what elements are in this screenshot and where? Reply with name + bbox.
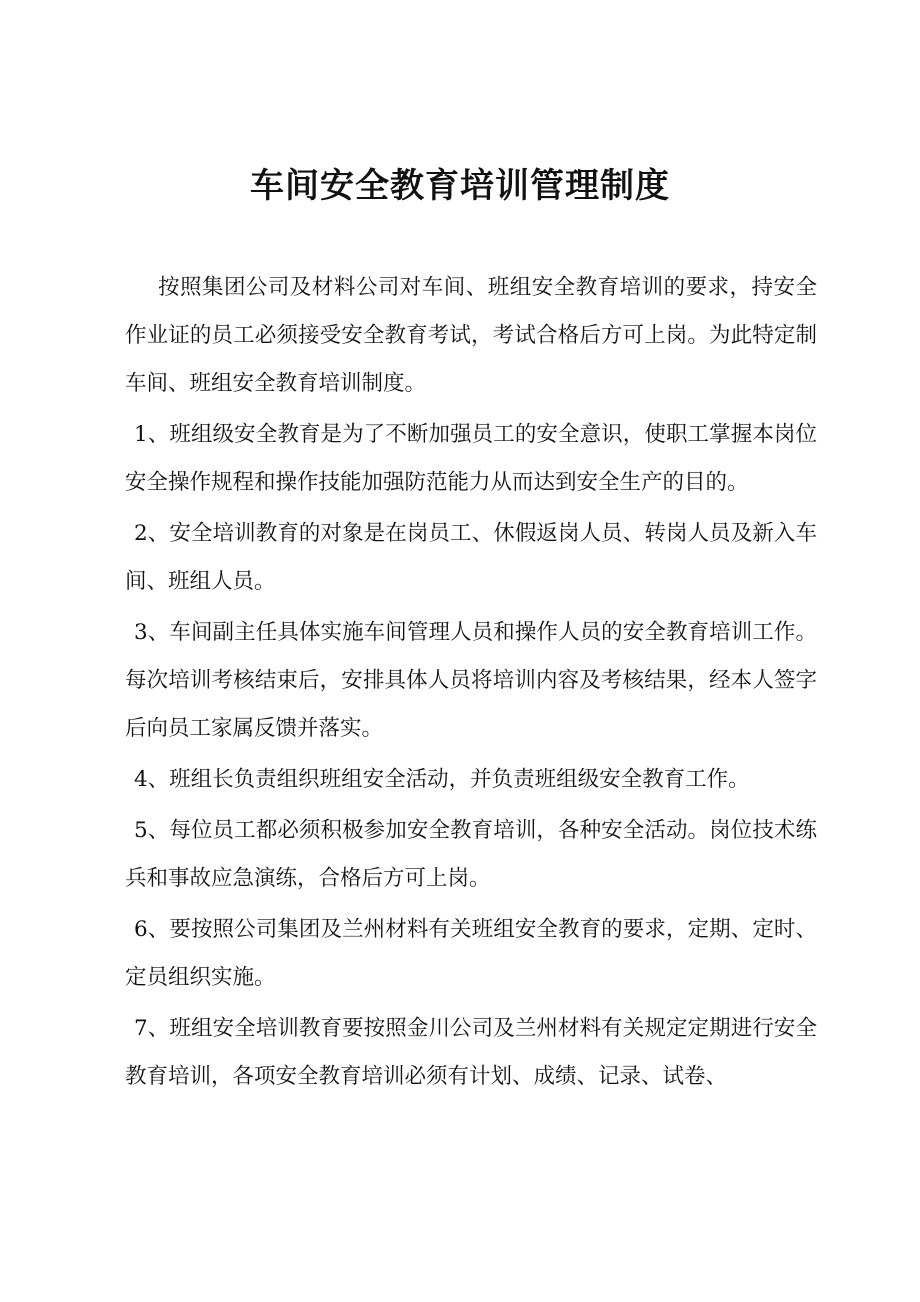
document-body (125, 264, 817, 1104)
rule-item-3: 3、车间副主任具体实施车间管理人员和操作人员的安全教育培训工作。每次培训考核结束后，安排具体人员将培训内容及考核结果，经本人签字后向员工家属反馈并落实。 (125, 620, 817, 741)
rule-item-4: 4、班组长负责组织班组安全活动，并负责班组级安全教育工作。 (134, 767, 750, 792)
document-title: 车间安全教育培训管理制度 (250, 166, 670, 206)
rule-item-1: 1、班组级安全教育是为了不断加强员工的安全意识，使职工掌握本岗位安全操作规程和操作技能加强防范能力从而达到安全生产的目的。 (125, 422, 817, 495)
rule-item-7: 7、班组安全培训教育要按照金川公司及兰州材料有关规定定期进行安全教育培训，各项安全教育培训必须有计划、成绩、记录、试卷、 (125, 1016, 817, 1089)
rule-item-6: 6、要按照公司集团及兰州材料有关班组安全教育的要求，定期、定时、定员组织实施。 (125, 917, 817, 990)
rule-item-5: 5、每位员工都必须积极参加安全教育培训，各种安全活动。岗位技术练兵和事故应急演练，合格后方可上岗。 (125, 818, 817, 891)
intro-paragraph: 按照集团公司及材料公司对车间、班组安全教育培训的要求，持安全作业证的员工必须接受安全教育考试，考试合格后方可上岗。为此特定制车间、班组安全教育培训制度。 (125, 275, 817, 396)
rule-item-2: 2、安全培训教育的对象是在岗员工、休假返岗人员、转岗人员及新入车间、班组人员。 (125, 521, 817, 594)
